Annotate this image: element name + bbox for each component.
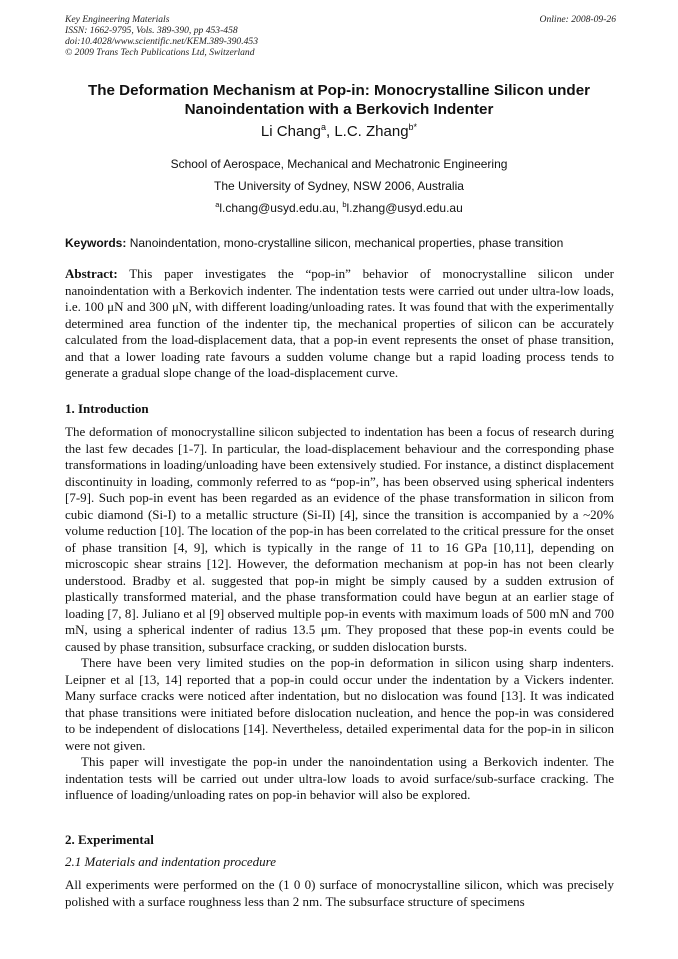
email-b: l.zhang@usyd.edu.au (346, 201, 463, 215)
author-2-mark: b* (408, 122, 418, 132)
experimental-body (65, 877, 614, 910)
author-emails (0, 201, 678, 216)
email-a-mark: a (215, 200, 220, 209)
doi: doi:10.4028/www.scientific.net/KEM.389-390.453 (65, 36, 259, 47)
affiliation-line-2: The University of Sydney, NSW 2006, Australia (214, 179, 464, 193)
author-separator: , (325, 123, 335, 140)
journal-name: Key Engineering Materials (65, 14, 170, 25)
paper-title (40, 82, 638, 119)
subsection-heading-materials: 2.1 Materials and indentation procedure (65, 854, 276, 869)
intro-paragraph-1: The deformation of monocrystalline silicon subjected to indentation has been a focus of research during the last few decades [1-7]. In particular, the load-displacement behaviour and the corresponding phase transformations in loading/unloading have been extensively studied. For instance, a distinct displacement discontinuity in loading, commonly referred to as “pop-in”, has been observed using spherical indenters [7-9]. Such pop-in event has been regarded as an evidence of the phase transformation in silicon from cubic diamond (Si-I) to a metallic structure (Si-II) [4], since the transition is accompanied by a ~20% volume reduction [10]. The location of the pop-in has been correlated to the critical pressure for the onset of phase transition [4, 9], which is typically in the range of 11 to 16 GPa [10,11], depending on microscopic shear strains [12]. However, the deformation mechanism at pop-in has not been clearly understood. Bradby et al. suggested that pop-in might be simply caused by a sudden extrusion of plastically transformed material, and the phase transformation could have begun at an earlier stage of loading [7, 8]. Juliano et al [9] observed multiple pop-in events with maximum loads of 500 mN and 700 mN, using a spherical indenter of radius 13.5 μm. They proposed that these pop-in events could be caused by phase transition, subsurface cracking, or sudden dislocation bursts. (65, 424, 614, 654)
author-list (0, 122, 678, 142)
keywords-text: Nanoindentation, mono-crystalline silicon, mechanical properties, phase transition (126, 236, 564, 250)
intro-paragraph-2: There have been very limited studies on the pop-in deformation in silicon using sharp indenters. Leipner et al [13, 14] reported that a pop-in could occur under the indentation by a Vickers indenter. Many surface cracks were noticed after indentation, but no dislocation was found [13]. It was indicated that phase transitions were initiated before dislocation nucleation, and hence the pop-in was considered to be independent of dislocations [14]. Nevertheless, detailed experimental data for the pop-in in silicon were not given. (65, 655, 614, 753)
issn: ISSN: 1662-9795, Vols. 389-390, pp 453-458 (65, 25, 238, 36)
experimental-paragraph-1: All experiments were performed on the (1 0 0) surface of monocrystalline silicon, which was precisely polished with a surface roughness less than 2 nm. The subsurface structure of specimens (65, 877, 614, 909)
abstract (65, 266, 614, 382)
email-b-mark: b (342, 200, 347, 209)
running-header (65, 14, 616, 58)
copyright: © 2009 Trans Tech Publications Ltd, Switzerland (65, 47, 255, 58)
abstract-text: This paper investigates the “pop-in” behavior of monocrystalline silicon under nanoindentation with a Berkovich indenter. The indentation tests were carried out under ultra-low loads, i.e. 100 μN and 300 μN, with different loading/unloading rates. It was found that with the experimentally determined area function of the indenter tip, the mechanical properties of silicon can be accurately calculated from the load-displacement data, that a pop-in event represents the onset of phase transition, and that a lower loading rate favours a sudden volume change but a rapid loading process tends to generate a gradual slope change of the load-displacement curve. (65, 266, 614, 380)
author-2: L.C. Zhang (334, 123, 409, 140)
intro-paragraph-3: This paper will investigate the pop-in under the nanoindentation using a Berkovich indenter. The indentation tests will be carried out under ultra-low loads to avoid surface/sub-surface cracking. The influence of loading/unloading rates on pop-in behavior will also be explored. (65, 754, 614, 802)
email-a: l.chang@usyd.edu.au, (219, 201, 343, 215)
section-heading-experimental: 2. Experimental (65, 832, 154, 847)
abstract-label: Abstract: (65, 266, 118, 281)
keywords (65, 236, 616, 251)
author-1: Li Chang (260, 123, 321, 140)
title-line-2: Nanoindentation with a Berkovich Indenter (184, 100, 494, 118)
affiliation-line-1: School of Aerospace, Mechanical and Mechatronic Engineering (170, 157, 508, 171)
author-1-mark: a (320, 122, 326, 132)
section-heading-introduction: 1. Introduction (65, 401, 149, 416)
title-line-1: The Deformation Mechanism at Pop-in: Monocrystalline Silicon under (87, 82, 591, 99)
online-date: Online: 2008-09-26 (539, 14, 616, 25)
keywords-label: Keywords: (65, 236, 127, 250)
introduction-body (65, 424, 614, 804)
